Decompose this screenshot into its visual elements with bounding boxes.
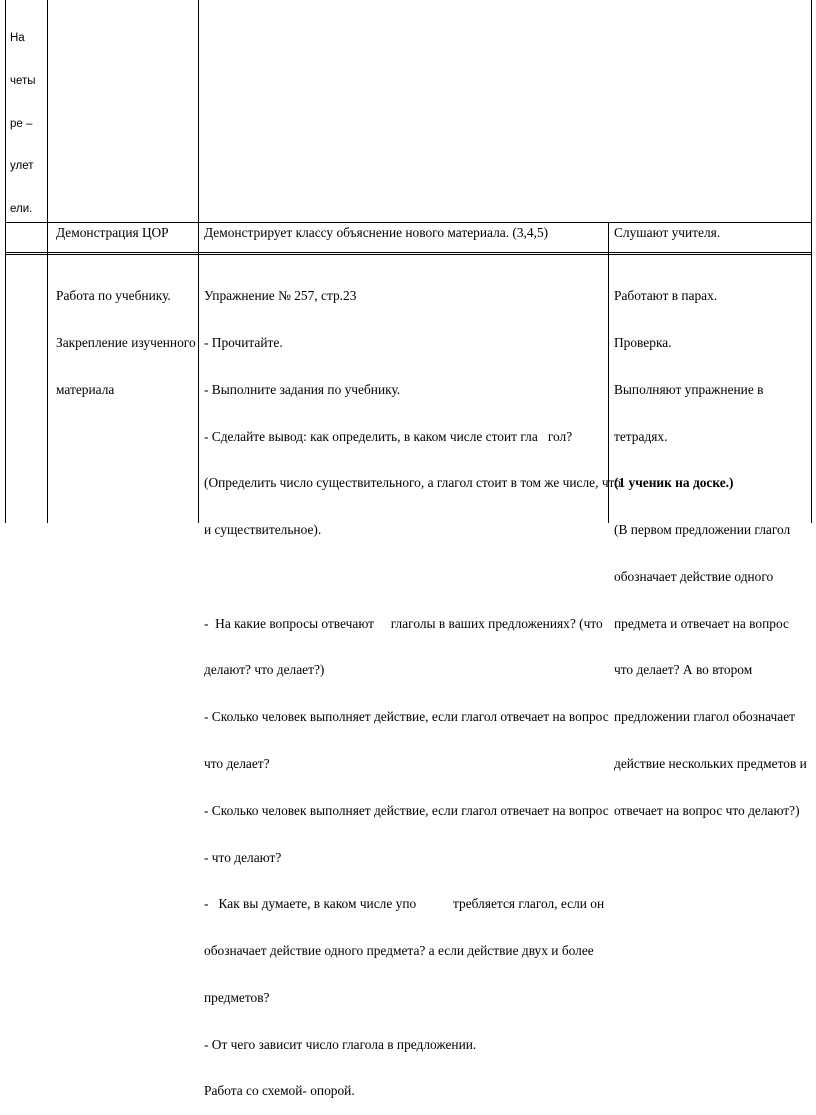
table-border-left bbox=[5, 0, 6, 523]
text-line: Работа по учебнику. bbox=[56, 288, 171, 304]
row-divider-2 bbox=[5, 252, 812, 253]
row-divider-1 bbox=[5, 222, 812, 223]
text-line: делают? что делает?) bbox=[204, 662, 325, 678]
text-line: (В первом предложении глагол bbox=[614, 522, 791, 538]
text-line: предмета и отвечает на вопрос bbox=[614, 615, 789, 631]
row1-col1-text bbox=[10, 3, 36, 230]
text-line: четы bbox=[10, 75, 36, 87]
text-line: обозначает действие одного bbox=[614, 568, 774, 584]
text-line: Проверка. bbox=[614, 334, 672, 350]
row3-student-activity bbox=[614, 257, 807, 834]
text-line: что делает? bbox=[204, 756, 270, 771]
text-line: - что делают? bbox=[204, 849, 282, 865]
text-line: - От чего зависит число глагола в предложении. bbox=[204, 1036, 477, 1052]
text-line: улет bbox=[10, 160, 34, 173]
text-line: ели. bbox=[10, 202, 33, 215]
text-line: - Прочитайте. bbox=[204, 334, 283, 350]
row2-stage: Демонстрация ЦОР bbox=[56, 225, 169, 240]
text-line: предложении глагол обозначает bbox=[614, 709, 796, 725]
text-line: предметов? bbox=[204, 989, 270, 1005]
text-line: материала bbox=[56, 381, 115, 397]
row2-teacher-activity: Демонстрирует классу объяснение нового материала. (3,4,5) bbox=[204, 225, 549, 240]
row3-stage bbox=[56, 257, 196, 413]
text-line: Работа со схемой- опорой. bbox=[204, 1083, 355, 1099]
text-line bbox=[204, 569, 621, 585]
text-line: Упражнение № 257, стр.23 bbox=[204, 288, 357, 304]
text-line: (Определить число существительного, а глагол стоит в том же числе, что bbox=[204, 475, 621, 491]
text-line: - Как вы думаете, в каком числе упо требляется глагол, если он bbox=[204, 896, 605, 912]
text-line: - Сделайте вывод: как определить, в каком числе стоит гла гол? bbox=[204, 428, 573, 444]
text-line: и существительное). bbox=[204, 522, 322, 538]
text-line: На bbox=[10, 32, 25, 45]
text-line: тетрадях. bbox=[614, 428, 668, 444]
text-line: Закрепление изученного bbox=[56, 334, 196, 350]
text-line: - Сколько человек выполняет действие, если глагол отвечает на вопрос bbox=[204, 709, 609, 725]
text-line: Выполняют упражнение в bbox=[614, 381, 764, 397]
text-line: - Сколько человек выполняет действие, если глагол отвечает на вопрос bbox=[204, 802, 609, 818]
text-line: что делает? А во втором bbox=[614, 662, 753, 678]
row-divider-2b bbox=[5, 254, 812, 255]
text-line: - Выполните задания по учебнику. bbox=[204, 381, 401, 397]
row2-student-activity: Слушают учителя. bbox=[614, 225, 721, 240]
text-line: обозначает действие одного предмета? а если действие двух и более bbox=[204, 943, 594, 959]
column-divider-1 bbox=[47, 0, 48, 523]
text-line: действие нескольких предметов и bbox=[614, 756, 807, 771]
text-line: ре – bbox=[10, 117, 33, 130]
text-line: отвечает на вопрос что делают?) bbox=[614, 802, 800, 818]
text-line: - На какие вопросы отвечают глаголы в ваших предложениях? (что bbox=[204, 615, 603, 631]
row3-teacher-activity bbox=[204, 257, 621, 1115]
table-border-right bbox=[811, 0, 812, 523]
text-line: Работают в парах. bbox=[614, 288, 718, 304]
column-divider-2 bbox=[198, 0, 199, 523]
text-line: (1 ученик на доске.) bbox=[614, 475, 734, 491]
